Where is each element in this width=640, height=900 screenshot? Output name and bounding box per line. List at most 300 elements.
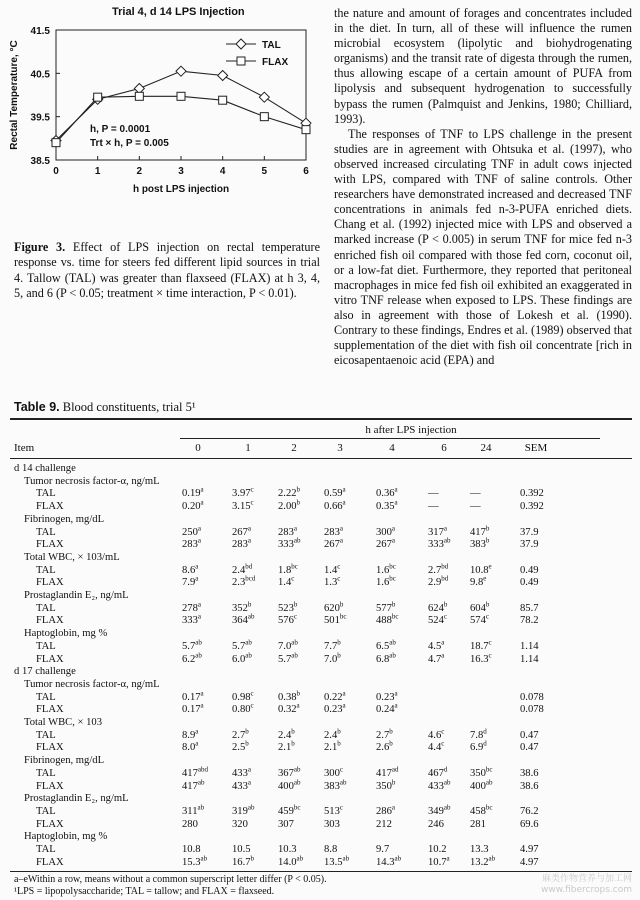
table-cell: 250$^a$ bbox=[182, 523, 201, 538]
table-cell: $459^{bc}$ bbox=[278, 803, 301, 817]
column-header: 6 bbox=[441, 442, 447, 454]
table-cell: 1.8$^{bc}$ bbox=[278, 562, 298, 576]
table-cell: $501^{bc}$ bbox=[324, 612, 347, 627]
superscript-letter: bc bbox=[485, 765, 493, 774]
row-label: FLAX bbox=[36, 615, 64, 627]
superscript-letter: bc bbox=[339, 612, 347, 621]
table-cell: 283$^a$ bbox=[232, 536, 251, 551]
table-cell: 604$^b$ bbox=[470, 600, 490, 614]
table-cell: 307 bbox=[278, 818, 294, 830]
row-label: Total WBC, × 103 bbox=[24, 717, 103, 728]
superscript-letter: bc bbox=[485, 803, 493, 812]
x-axis-label: h post LPS injection bbox=[132, 184, 230, 195]
table-header-rule bbox=[10, 458, 632, 459]
legend-marker-flax bbox=[237, 57, 245, 65]
table-cell: $333^{ab}$ bbox=[428, 536, 451, 551]
superscript-letter: c bbox=[293, 612, 297, 621]
superscript-letter: bd bbox=[245, 562, 253, 571]
superscript-letter: b bbox=[485, 600, 490, 609]
table-cell: 8.0$^a$ bbox=[182, 739, 199, 754]
table-cell: 7.0$^{ab}$ bbox=[278, 638, 298, 652]
superscript-letter: a bbox=[394, 701, 398, 710]
table-cell: $311^{ab}$ bbox=[182, 803, 205, 817]
superscript-letter: ab bbox=[339, 777, 347, 786]
table-cell: 352$^b$ bbox=[232, 600, 252, 614]
table-cell: 37.9 bbox=[520, 526, 539, 538]
superscript-letter: ab bbox=[247, 612, 255, 621]
superscript-letter: a bbox=[342, 689, 346, 698]
table-cell: 13.5$^{ab}$ bbox=[324, 854, 350, 868]
table-cell: 0.36$^a$ bbox=[376, 485, 398, 500]
row-label: FLAX bbox=[36, 742, 64, 754]
table-cell: 7.9$^a$ bbox=[182, 574, 199, 589]
table-row bbox=[0, 856, 640, 869]
table-cell: 38.6 bbox=[520, 767, 539, 779]
table-cell: 2.7$^b$ bbox=[232, 727, 249, 741]
table-cell: 1.3$^c$ bbox=[324, 574, 341, 589]
table-cell: 13.2$^{ab}$ bbox=[470, 854, 496, 868]
superscript-letter: ab bbox=[443, 803, 451, 812]
superscript-letter: b bbox=[291, 739, 295, 748]
table-row bbox=[0, 475, 640, 488]
superscript-letter: ab bbox=[443, 777, 451, 786]
table-cell: $364^{ab}$ bbox=[232, 612, 255, 627]
superscript-letter: c bbox=[485, 612, 489, 621]
table-cell: 5.7$^{ab}$ bbox=[232, 638, 252, 652]
table-cell: 350$^b$ bbox=[376, 777, 396, 792]
table-cell: 0.19$^a$ bbox=[182, 485, 204, 500]
x-tick-label: 3 bbox=[178, 166, 184, 177]
row-label: FLAX bbox=[36, 856, 64, 868]
table-cell: 4.4$^c$ bbox=[428, 739, 445, 754]
superscript-letter: b bbox=[339, 600, 344, 609]
superscript-letter: a bbox=[339, 523, 343, 532]
table-cell: 7.0$^b$ bbox=[324, 650, 341, 665]
table-cell: 9.8e bbox=[470, 574, 487, 589]
superscript-letter: a bbox=[197, 612, 201, 621]
point-flax bbox=[135, 92, 143, 100]
table-cell: 6.0$^{ab}$ bbox=[232, 650, 252, 665]
chart-annotation: Trt × h, P = 0.005 bbox=[90, 138, 169, 149]
table-cell: 212 bbox=[376, 818, 392, 830]
superscript-letter: ab bbox=[394, 854, 402, 863]
superscript-letter: a bbox=[342, 701, 346, 710]
table-cell: 246 bbox=[428, 818, 444, 830]
row-label: TAL bbox=[36, 729, 56, 741]
table-span-rule bbox=[180, 438, 600, 439]
superscript-letter: a bbox=[195, 727, 199, 736]
table-cell: 1.6$^{bc}$ bbox=[376, 574, 396, 589]
table-cell: 383$^b$ bbox=[470, 536, 490, 551]
row-label: Total WBC, × 103/mL bbox=[24, 551, 120, 563]
superscript-letter: bc bbox=[391, 612, 399, 621]
chart-annotation: h, P = 0.0001 bbox=[90, 124, 151, 135]
point-tal bbox=[218, 71, 228, 81]
table-row bbox=[0, 602, 640, 615]
y-axis-label: Rectal Temperature, °C bbox=[9, 40, 20, 150]
table-cell: 6.5$^{ab}$ bbox=[376, 638, 396, 652]
table-cell: 283$^a$ bbox=[278, 523, 297, 538]
superscript-letter: a bbox=[247, 777, 251, 786]
table-cell: 0.66$^a$ bbox=[324, 498, 346, 513]
table-cell: — bbox=[428, 488, 439, 500]
chart-title: Trial 4, d 14 LPS Injection bbox=[112, 6, 245, 18]
table-row bbox=[0, 818, 640, 831]
table-row bbox=[0, 627, 640, 640]
row-label: TAL bbox=[36, 805, 56, 817]
superscript-letter: a bbox=[195, 739, 199, 748]
table-cell: 76.2 bbox=[520, 805, 539, 817]
table-row bbox=[0, 614, 640, 627]
table-cell: 10.2 bbox=[428, 844, 447, 855]
row-label: Prostaglandin E₂, ng/mL bbox=[24, 590, 129, 601]
superscript-letter: a bbox=[296, 701, 300, 710]
superscript-letter: a bbox=[394, 689, 398, 698]
row-label: TAL bbox=[36, 691, 56, 703]
superscript-letter: b bbox=[245, 727, 249, 736]
point-flax bbox=[52, 139, 60, 147]
table-cell: 10.8 bbox=[182, 844, 201, 855]
table-cell: $350^{bc}$ bbox=[470, 765, 493, 779]
row-label: TAL bbox=[36, 526, 56, 538]
table-cell: 300$^c$ bbox=[324, 765, 343, 779]
table-cell: 13.3 bbox=[470, 844, 489, 855]
table-cell: 433$^a$ bbox=[232, 765, 251, 779]
row-label: FLAX bbox=[36, 577, 64, 589]
table-cell: 0.23$^a$ bbox=[376, 689, 398, 703]
table-row bbox=[0, 792, 640, 805]
table-cell: 3.15$^c$ bbox=[232, 498, 254, 513]
superscript-letter: bc bbox=[389, 574, 396, 583]
superscript-letter: b bbox=[337, 650, 341, 659]
table-item-header: Item bbox=[14, 442, 35, 454]
table-cell: 2.7$^b$ bbox=[376, 727, 393, 741]
table-cell: 320 bbox=[232, 818, 248, 830]
table-title bbox=[14, 400, 196, 415]
superscript-letter: c bbox=[488, 638, 492, 647]
point-flax bbox=[177, 92, 185, 100]
table-cell: 0.078 bbox=[520, 691, 544, 703]
table-cell: 281 bbox=[470, 818, 486, 830]
row-label: TAL bbox=[36, 767, 56, 779]
table-cell: 620$^b$ bbox=[324, 600, 344, 614]
table-cell: 0.47 bbox=[520, 742, 539, 754]
superscript-letter: a bbox=[339, 536, 343, 545]
table-cell: 278$^a$ bbox=[182, 600, 201, 614]
table-row bbox=[0, 703, 640, 716]
row-label: Fibrinogen, mg/dL bbox=[24, 513, 105, 525]
superscript-letter: a bbox=[200, 701, 204, 710]
table-cell: 0.17$^a$ bbox=[182, 689, 204, 703]
table-row bbox=[0, 564, 640, 577]
row-label: TAL bbox=[36, 844, 56, 855]
superscript-letter: bd bbox=[441, 574, 449, 583]
table-cell: 0.17$^a$ bbox=[182, 701, 204, 716]
column-header: 24 bbox=[480, 442, 492, 454]
superscript-letter: ab bbox=[443, 536, 451, 545]
superscript-letter: a bbox=[200, 485, 204, 494]
table-cell: $417^{ab}$ bbox=[182, 777, 205, 792]
row-label: Fibrinogen, mg/dL bbox=[24, 755, 105, 767]
table-cell: 0.35$^a$ bbox=[376, 498, 398, 513]
superscript-letter: ab bbox=[245, 638, 252, 647]
body-paragraph-2: The responses of TNF to LPS challenge in the present studies are in agreement with Ohtsuka et al. (1997), who observed increased circulating TNF in adult cows injected with LPS, compared with TNF of saline controls. Other researchers have demonstrated increased and decreased TNF concentrations in animals fed n-3-PUFA enriched diets. Chang et al. (1992) injected mice with LPS and observed a marked increase (P < 0.005) in serum TNF for mice fed n-3 enriched fish oil compared with those fed corn, coconut oil, or a low-fat diet. Furthermore, they reported that peritoneal macrophages in mice fed fish oil exhibited an exaggerated in vitro TNF release when exposed to LPS. These findings are also in agreement with those of Lokesh et al. (1990). Contrary to these findings, Endres et al. (1989) observed that supplementation of the diet with fish oil concentrate [rich in eicosapentaenoic acid (EPA) and bbox=[334, 126, 632, 368]
table-footnote-2: ¹LPS = lipopolysaccharide; TAL = tallow; and FLAX = flaxseed. bbox=[14, 886, 275, 897]
table-cell: 16.3$^c$ bbox=[470, 650, 492, 665]
superscript-letter: c bbox=[250, 701, 254, 710]
table-cell: — bbox=[470, 501, 481, 513]
superscript-letter: b bbox=[337, 727, 341, 736]
superscript-letter: b bbox=[247, 600, 252, 609]
table-row bbox=[0, 767, 640, 780]
table-cell: 0.49 bbox=[520, 577, 539, 589]
table-bottom-rule bbox=[10, 871, 632, 872]
superscript-letter: c bbox=[250, 498, 254, 507]
point-flax bbox=[302, 126, 310, 134]
table-cell: 1.6$^{bc}$ bbox=[376, 562, 396, 576]
table-cell: 10.5 bbox=[232, 844, 251, 855]
superscript-letter: c bbox=[488, 650, 492, 659]
superscript-letter: d bbox=[483, 739, 487, 748]
superscript-letter: a bbox=[441, 650, 445, 659]
superscript-letter: a bbox=[247, 523, 251, 532]
superscript-letter: ab bbox=[389, 638, 396, 647]
column-header: SEM bbox=[524, 442, 548, 454]
body-text-column bbox=[334, 6, 632, 368]
column-header: 2 bbox=[291, 442, 297, 454]
superscript-letter: c bbox=[337, 574, 341, 583]
superscript-letter: a bbox=[391, 536, 395, 545]
superscript-letter: ab bbox=[488, 854, 496, 863]
table-cell: 4.7$^a$ bbox=[428, 650, 445, 665]
table-cell: 10.8e bbox=[470, 562, 492, 576]
table-cell: 6.8$^{ab}$ bbox=[376, 650, 396, 665]
table-row bbox=[0, 538, 640, 551]
table-cell: 267$^a$ bbox=[232, 523, 251, 538]
table-cell: 18.7$^c$ bbox=[470, 638, 492, 652]
superscript-letter: abd bbox=[197, 765, 208, 774]
point-flax bbox=[260, 113, 268, 121]
table-cell: 1.14 bbox=[520, 653, 539, 665]
table-cell: $383^{ab}$ bbox=[324, 777, 347, 792]
point-flax bbox=[94, 93, 102, 101]
superscript-letter: b bbox=[389, 727, 393, 736]
table-cell: — bbox=[470, 488, 481, 500]
table-row bbox=[0, 843, 640, 856]
superscript-letter: ab bbox=[195, 638, 202, 647]
table-cell: 300$^a$ bbox=[376, 523, 395, 538]
superscript-letter: a bbox=[446, 854, 450, 863]
superscript-letter: b bbox=[337, 638, 341, 647]
table-cell: $400^{ab}$ bbox=[278, 777, 301, 792]
table-row bbox=[0, 805, 640, 818]
table-row bbox=[0, 741, 640, 754]
table-title-text: Blood constituents, trial 5¹ bbox=[59, 400, 196, 414]
superscript-letter: a bbox=[197, 536, 201, 545]
y-tick-label: 38.5 bbox=[30, 156, 50, 167]
table-cell: 10.7$^a$ bbox=[428, 854, 450, 868]
superscript-letter: a bbox=[195, 562, 199, 571]
table-cell: 513$^c$ bbox=[324, 803, 343, 817]
column-header: 0 bbox=[195, 442, 201, 454]
y-tick-label: 41.5 bbox=[30, 26, 50, 37]
table-cell: 2.1$^b$ bbox=[278, 739, 295, 754]
row-label: TAL bbox=[36, 564, 56, 576]
body-paragraph-1: the nature and amount of forages and concentrates included in the diet. In turn, all of these will influence the rumen microbial ecosystem (lipolytic and biohydrogenating organisms) and the transit rate of digesta through the rumen, thus allowing escape of a certain amount of PUFA from lipolysis and subsequent hydrogenation to successfully bypass the rumen (Palmquist and Jenkins, 1980; Chilliard, 1993). bbox=[334, 6, 632, 126]
table-cell: 267$^a$ bbox=[324, 536, 343, 551]
row-label: d 17 challenge bbox=[14, 666, 76, 678]
table-cell: 624$^b$ bbox=[428, 600, 448, 614]
table-row bbox=[0, 650, 640, 666]
table-cell: 286$^a$ bbox=[376, 803, 395, 817]
table-cell: 0.38$^b$ bbox=[278, 689, 301, 703]
table-cell: 0.23$^a$ bbox=[324, 701, 346, 716]
table-cell: 2.4$^b$ bbox=[324, 727, 341, 741]
column-header: 1 bbox=[245, 442, 251, 454]
row-label: FLAX bbox=[36, 501, 64, 513]
rectal-temperature-chart bbox=[0, 0, 330, 235]
superscript-letter: ab bbox=[389, 650, 396, 659]
table-cell: 574$^c$ bbox=[470, 612, 489, 627]
table-row bbox=[0, 691, 640, 704]
table-cell: $417^{ad}$ bbox=[376, 765, 399, 779]
table-cell: 2.6$^b$ bbox=[376, 739, 393, 754]
superscript-letter: b bbox=[337, 739, 341, 748]
row-label: Tumor necrosis factor-α, ng/mL bbox=[24, 678, 160, 690]
superscript-letter: d bbox=[483, 727, 487, 736]
superscript-letter: a bbox=[342, 485, 346, 494]
table-cell: 0.392 bbox=[520, 488, 544, 500]
superscript-letter: b bbox=[389, 739, 393, 748]
row-label: FLAX bbox=[36, 539, 64, 551]
table-cell: 5.7$^{ab}$ bbox=[182, 638, 202, 652]
table-cell: 69.6 bbox=[520, 818, 539, 830]
table-cell: 7.8$^d$ bbox=[470, 727, 487, 741]
table-cell: 8.9$^a$ bbox=[182, 727, 199, 741]
table-row bbox=[0, 640, 640, 653]
table-cell: 6.9$^d$ bbox=[470, 739, 487, 754]
table-cell: $458^{bc}$ bbox=[470, 803, 493, 817]
superscript-letter: b bbox=[391, 777, 396, 786]
table-cell: 4.97 bbox=[520, 844, 539, 855]
row-label: FLAX bbox=[36, 653, 64, 665]
table-row bbox=[0, 665, 640, 678]
table-cell: — bbox=[428, 501, 439, 513]
superscript-letter: ab bbox=[197, 803, 205, 812]
table-cell: 0.49 bbox=[520, 564, 539, 576]
table-cell: 523$^b$ bbox=[278, 600, 298, 614]
table-row bbox=[0, 551, 640, 564]
table-cell: 2.00$^b$ bbox=[278, 498, 301, 513]
row-label: FLAX bbox=[36, 818, 64, 830]
row-label: Haptoglobin, mg % bbox=[24, 831, 108, 843]
x-tick-label: 1 bbox=[94, 166, 101, 177]
table-cell: 1.4$^c$ bbox=[278, 574, 295, 589]
table-cell: 1.4$^c$ bbox=[324, 562, 341, 576]
row-label: Tumor necrosis factor-α, ng/mL bbox=[24, 475, 160, 487]
table-cell: 0.98$^c$ bbox=[232, 689, 254, 703]
superscript-letter: b bbox=[293, 600, 298, 609]
row-label: FLAX bbox=[36, 704, 64, 716]
superscript-letter: e bbox=[488, 562, 492, 571]
point-tal bbox=[176, 66, 186, 76]
row-label: TAL bbox=[36, 640, 56, 652]
superscript-letter: ab bbox=[197, 777, 205, 786]
column-header: 4 bbox=[389, 442, 395, 454]
superscript-letter: a bbox=[247, 765, 251, 774]
superscript-letter: a bbox=[197, 600, 201, 609]
column-header: 3 bbox=[337, 442, 343, 454]
table-footnote-1: a–eWithin a row, means without a common superscript letter differ (P < 0.05). bbox=[14, 874, 327, 885]
row-label: Haptoglobin, mg % bbox=[24, 628, 108, 640]
superscript-letter: a bbox=[342, 498, 346, 507]
table-cell: 0.22$^a$ bbox=[324, 689, 346, 703]
table-row bbox=[0, 513, 640, 526]
row-label: TAL bbox=[36, 602, 56, 614]
superscript-letter: c bbox=[441, 739, 445, 748]
table-row bbox=[0, 523, 640, 539]
superscript-letter: a bbox=[293, 523, 297, 532]
table-cell: 524$^c$ bbox=[428, 612, 447, 627]
table-cell: 467$^d$ bbox=[428, 765, 448, 779]
superscript-letter: d bbox=[443, 765, 448, 774]
superscript-letter: b bbox=[485, 523, 490, 532]
row-label: Prostaglandin E₂, ng/mL bbox=[24, 793, 129, 805]
table-row bbox=[0, 500, 640, 513]
superscript-letter: bc bbox=[389, 562, 396, 571]
superscript-letter: b bbox=[291, 727, 295, 736]
table-cell: 0.392 bbox=[520, 501, 544, 513]
table-row bbox=[0, 729, 640, 742]
superscript-letter: ab bbox=[247, 803, 255, 812]
table-cell: 16.7$^b$ bbox=[232, 854, 255, 868]
superscript-letter: c bbox=[291, 574, 295, 583]
table-row bbox=[0, 754, 640, 767]
superscript-letter: ab bbox=[342, 854, 350, 863]
table-cell: 577$^b$ bbox=[376, 600, 396, 614]
table-row bbox=[0, 589, 640, 602]
table-cell: $433^{ab}$ bbox=[428, 777, 451, 792]
table-cell: 14.3$^{ab}$ bbox=[376, 854, 402, 868]
table-cell: 37.9 bbox=[520, 539, 539, 551]
table-cell: 576$^c$ bbox=[278, 612, 297, 627]
table-cell: 2.22$^b$ bbox=[278, 485, 301, 500]
table-row bbox=[0, 678, 640, 691]
table-cell: $417^{abd}$ bbox=[182, 765, 208, 779]
table-cell: 14.0$^{ab}$ bbox=[278, 854, 304, 868]
superscript-letter: a bbox=[394, 485, 398, 494]
table-cell: 2.4$^{bd}$ bbox=[232, 562, 253, 576]
table-cell: 1.14 bbox=[520, 640, 539, 652]
superscript-letter: c bbox=[250, 689, 254, 698]
x-tick-label: 0 bbox=[53, 166, 59, 177]
table-cell: 303 bbox=[324, 818, 340, 830]
table-cell: 5.7$^{ab}$ bbox=[278, 650, 298, 665]
superscript-letter: c bbox=[443, 612, 447, 621]
table-row bbox=[0, 777, 640, 793]
table-row bbox=[0, 830, 640, 843]
row-label: d 14 challenge bbox=[14, 463, 76, 474]
table-label: Table 9. bbox=[14, 400, 60, 414]
superscript-letter: b bbox=[296, 689, 301, 698]
legend-label-tal: TAL bbox=[262, 40, 281, 51]
table-cell: 4.5$^a$ bbox=[428, 638, 445, 652]
table-cell: 3.97$^c$ bbox=[232, 485, 254, 500]
x-tick-label: 4 bbox=[219, 166, 226, 177]
table-cell: 0.20$^a$ bbox=[182, 498, 204, 513]
superscript-letter: bcd bbox=[245, 574, 256, 583]
superscript-letter: a bbox=[441, 638, 445, 647]
